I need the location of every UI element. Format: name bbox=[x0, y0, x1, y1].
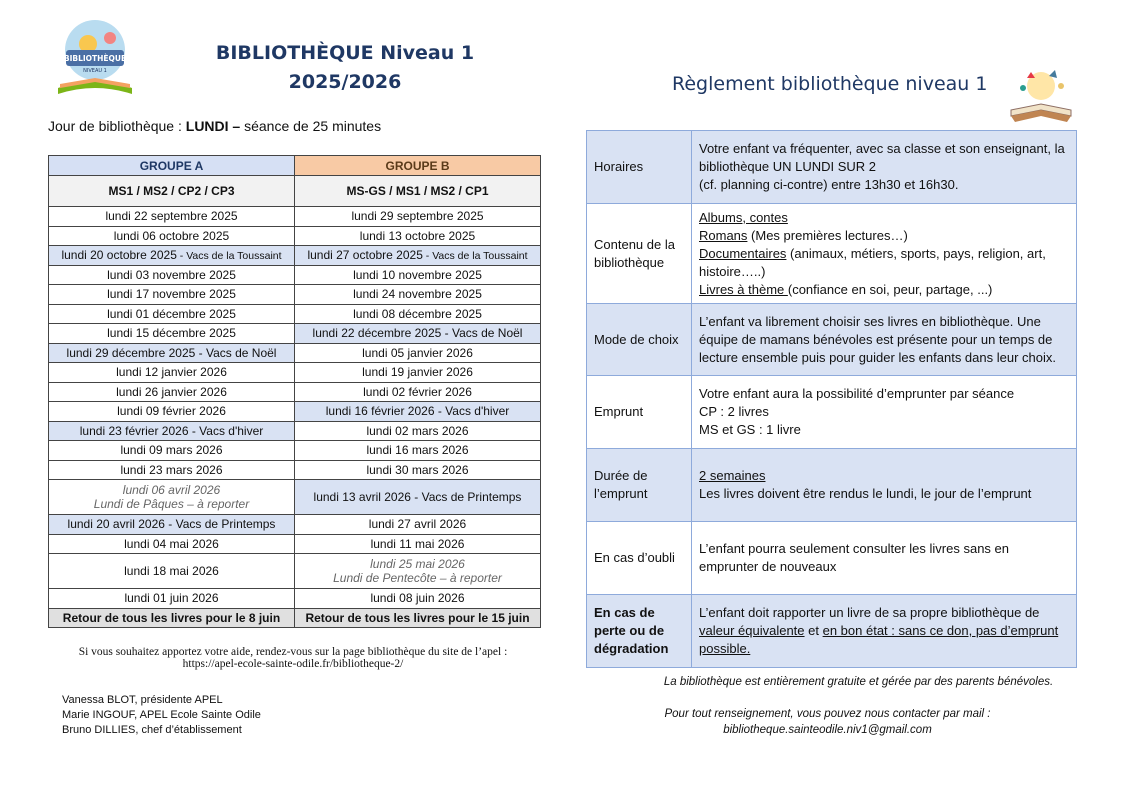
date-text: lundi 25 mai 2026 bbox=[370, 557, 465, 571]
date-cell: lundi 02 mars 2026 bbox=[295, 421, 541, 441]
date-cell: lundi 10 novembre 2025 bbox=[295, 265, 541, 285]
date-cell: lundi 26 janvier 2026 bbox=[49, 382, 295, 402]
group-b-classes: MS-GS / MS1 / MS2 / CP1 bbox=[295, 176, 541, 207]
vacation-cell: lundi 29 décembre 2025 - Vacs de Noël bbox=[49, 343, 295, 363]
rule-label: En cas d’oubli bbox=[587, 522, 692, 595]
group-a-classes: MS1 / MS2 / CP2 / CP3 bbox=[49, 176, 295, 207]
rule-text: (cf. planning ci-contre) entre 13h30 et 16h30. bbox=[699, 177, 959, 192]
date-cell: lundi 18 mai 2026 bbox=[49, 554, 295, 589]
vacation-note: - Vacs de la Toussaint bbox=[422, 249, 528, 262]
free-note: La bibliothèque est entièrement gratuite et gérée par des parents bénévoles. bbox=[663, 676, 1054, 688]
date-text: lundi 27 octobre 2025 bbox=[307, 247, 423, 262]
date-cell: lundi 09 février 2026 bbox=[49, 402, 295, 422]
date-cell: lundi 11 mai 2026 bbox=[295, 534, 541, 554]
help-note bbox=[48, 646, 538, 670]
rule-text: et bbox=[804, 623, 823, 638]
table-row bbox=[49, 343, 541, 363]
group-a-header: GROUPE A bbox=[49, 156, 295, 176]
rule-content bbox=[692, 376, 1077, 449]
date-cell: lundi 05 janvier 2026 bbox=[295, 343, 541, 363]
table-row bbox=[49, 515, 541, 535]
rule-row-emprunt bbox=[587, 376, 1077, 449]
date-cell: lundi 29 septembre 2025 bbox=[295, 207, 541, 227]
postponed-note: Lundi de Pentecôte – à reporter bbox=[333, 571, 502, 585]
library-logo bbox=[50, 14, 140, 98]
rule-text: Votre enfant aura la possibilité d’emprunter par séance bbox=[699, 386, 1015, 401]
table-row bbox=[49, 554, 541, 589]
date-cell: lundi 03 novembre 2025 bbox=[49, 265, 295, 285]
table-row bbox=[49, 226, 541, 246]
date-text: lundi 06 avril 2026 bbox=[122, 483, 221, 497]
category-documentaires-detail: (animaux, métiers, sports, pays, religion, art, histoire…..) bbox=[699, 245, 1046, 279]
table-row bbox=[49, 265, 541, 285]
rule-row-oubli bbox=[587, 522, 1077, 595]
book-icon bbox=[1005, 66, 1077, 126]
vacation-cell: lundi 20 avril 2026 - Vacs de Printemps bbox=[49, 515, 295, 535]
svg-text:NIVEAU 1: NIVEAU 1 bbox=[83, 68, 107, 74]
date-cell: lundi 16 mars 2026 bbox=[295, 441, 541, 461]
table-row bbox=[49, 589, 541, 609]
signatures bbox=[62, 693, 261, 738]
rule-text: Votre enfant va fréquenter, avec sa classe et son enseignant, la bibliothèque UN LUNDI SUR 2 bbox=[699, 141, 1065, 174]
vacation-cell bbox=[49, 246, 295, 266]
category-livres-theme-detail: (confiance en soi, peur, partage, ...) bbox=[787, 281, 993, 297]
school-year: 2025/2026 bbox=[288, 71, 402, 93]
category-livres-theme: Livres à thème bbox=[699, 281, 788, 297]
date-cell: lundi 01 juin 2026 bbox=[49, 589, 295, 609]
table-row bbox=[49, 324, 541, 344]
date-cell: lundi 22 septembre 2025 bbox=[49, 207, 295, 227]
vacation-note: - Vacs de la Toussaint bbox=[176, 249, 282, 262]
rule-label: En cas de perte ou de dégradation bbox=[587, 595, 692, 668]
rule-text: MS et GS : 1 livre bbox=[699, 422, 801, 437]
rule-label: Mode de choix bbox=[587, 304, 692, 376]
signature-director: Bruno DILLIES, chef d’établissement bbox=[62, 724, 242, 736]
table-row bbox=[49, 246, 541, 266]
rule-row-contenu bbox=[587, 204, 1077, 304]
page-title: BIBLIOTHÈQUE Niveau 1 bbox=[215, 42, 475, 64]
date-cell: lundi 09 mars 2026 bbox=[49, 441, 295, 461]
date-cell: lundi 01 décembre 2025 bbox=[49, 304, 295, 324]
table-row bbox=[49, 382, 541, 402]
signature-president: Vanessa BLOT, présidente APEL bbox=[62, 694, 223, 706]
help-note-text: Si vous souhaitez apportez votre aide, rendez-vous sur la page bibliothèque du site de l’apel : bbox=[78, 646, 508, 658]
rule-label: Durée de l’emprunt bbox=[587, 449, 692, 522]
rule-row-duree bbox=[587, 449, 1077, 522]
table-row bbox=[49, 402, 541, 422]
date-cell: lundi 12 janvier 2026 bbox=[49, 363, 295, 383]
signature-apel: Marie INGOUF, APEL Ecole Sainte Odile bbox=[62, 709, 261, 721]
rules-title: Règlement bibliothèque niveau 1 bbox=[672, 73, 988, 95]
postponed-cell bbox=[49, 480, 295, 515]
category-romans: Romans bbox=[699, 227, 748, 243]
table-row bbox=[49, 534, 541, 554]
rule-text: CP : 2 livres bbox=[699, 404, 769, 419]
date-cell: lundi 06 octobre 2025 bbox=[49, 226, 295, 246]
session-duration: séance de 25 minutes bbox=[240, 118, 382, 134]
rule-text: valeur équivalente bbox=[699, 623, 805, 638]
rule-row-mode bbox=[587, 304, 1077, 376]
rule-label: Emprunt bbox=[587, 376, 692, 449]
date-cell: lundi 23 mars 2026 bbox=[49, 460, 295, 480]
library-day-label: Jour de bibliothèque : bbox=[48, 118, 186, 134]
date-cell: lundi 27 avril 2026 bbox=[295, 515, 541, 535]
date-cell: lundi 24 novembre 2025 bbox=[295, 285, 541, 305]
table-row bbox=[49, 363, 541, 383]
library-day-value: LUNDI – bbox=[185, 118, 241, 134]
group-b-header: GROUPE B bbox=[295, 156, 541, 176]
rules-table bbox=[586, 130, 1077, 668]
date-cell: lundi 19 janvier 2026 bbox=[295, 363, 541, 383]
rule-content bbox=[692, 449, 1077, 522]
category-romans-detail: (Mes premières lectures…) bbox=[747, 227, 908, 243]
contact-note: Pour tout renseignement, vous pouvez nous contacter par mail : bbox=[664, 708, 991, 720]
rule-content: L’enfant pourra seulement consulter les livres sans en emprunter de nouveaux bbox=[692, 522, 1077, 595]
apel-website-link[interactable]: https://apel-ecole-sainte-odile.fr/bibliotheque-2/ bbox=[182, 658, 404, 670]
table-row bbox=[49, 480, 541, 515]
schedule-table bbox=[48, 155, 541, 628]
return-date-a: Retour de tous les livres pour le 8 juin bbox=[49, 608, 295, 628]
vacation-cell: lundi 23 février 2026 - Vacs d'hiver bbox=[49, 421, 295, 441]
category-albums: Albums, contes bbox=[699, 209, 788, 225]
vacation-cell: lundi 22 décembre 2025 - Vacs de Noël bbox=[295, 324, 541, 344]
library-day bbox=[48, 118, 381, 134]
rule-content: L’enfant va librement choisir ses livres en bibliothèque. Une équipe de mamans bénévoles est présente pour un temps de lecture ensemble puis pour guider les enfants dans leur choix. bbox=[692, 304, 1077, 376]
rule-label: Horaires bbox=[587, 131, 692, 204]
table-row bbox=[49, 441, 541, 461]
date-cell: lundi 04 mai 2026 bbox=[49, 534, 295, 554]
date-cell: lundi 15 décembre 2025 bbox=[49, 324, 295, 344]
table-row bbox=[49, 421, 541, 441]
table-row bbox=[49, 285, 541, 305]
return-row bbox=[49, 608, 541, 628]
rule-content bbox=[692, 131, 1077, 204]
postponed-note: Lundi de Pâques – à reporter bbox=[93, 497, 250, 511]
date-cell: lundi 17 novembre 2025 bbox=[49, 285, 295, 305]
rule-text: L’enfant doit rapporter un livre de sa propre bibliothèque de bbox=[699, 605, 1040, 620]
rule-text: Les livres doivent être rendus le lundi, le jour de l’emprunt bbox=[699, 486, 1032, 501]
rule-text: en bon état : sans ce don, pas d’emprunt possible. bbox=[699, 623, 1059, 656]
vacation-cell: lundi 13 avril 2026 - Vacs de Printemps bbox=[295, 480, 541, 515]
vacation-cell bbox=[295, 246, 541, 266]
contact-email[interactable]: bibliotheque.sainteodile.niv1@gmail.com bbox=[723, 724, 932, 736]
rule-row-perte bbox=[587, 595, 1077, 668]
rule-content bbox=[692, 595, 1077, 668]
rule-label: Contenu de la bibliothèque bbox=[587, 204, 692, 304]
svg-text:BIBLIOTHÈQUE: BIBLIOTHÈQUE bbox=[63, 54, 127, 63]
date-cell: lundi 30 mars 2026 bbox=[295, 460, 541, 480]
return-date-b: Retour de tous les livres pour le 15 juin bbox=[295, 608, 541, 628]
date-cell: lundi 13 octobre 2025 bbox=[295, 226, 541, 246]
rule-content bbox=[692, 204, 1077, 304]
rule-row-horaires bbox=[587, 131, 1077, 204]
date-text: lundi 20 octobre 2025 bbox=[61, 247, 177, 262]
vacation-cell: lundi 16 février 2026 - Vacs d'hiver bbox=[295, 402, 541, 422]
category-documentaires: Documentaires bbox=[699, 245, 787, 261]
date-cell: lundi 08 juin 2026 bbox=[295, 589, 541, 609]
table-row bbox=[49, 304, 541, 324]
rule-text: 2 semaines bbox=[699, 468, 766, 483]
table-row bbox=[49, 460, 541, 480]
date-cell: lundi 02 février 2026 bbox=[295, 382, 541, 402]
table-row bbox=[49, 207, 541, 227]
date-cell: lundi 08 décembre 2025 bbox=[295, 304, 541, 324]
postponed-cell bbox=[295, 554, 541, 589]
